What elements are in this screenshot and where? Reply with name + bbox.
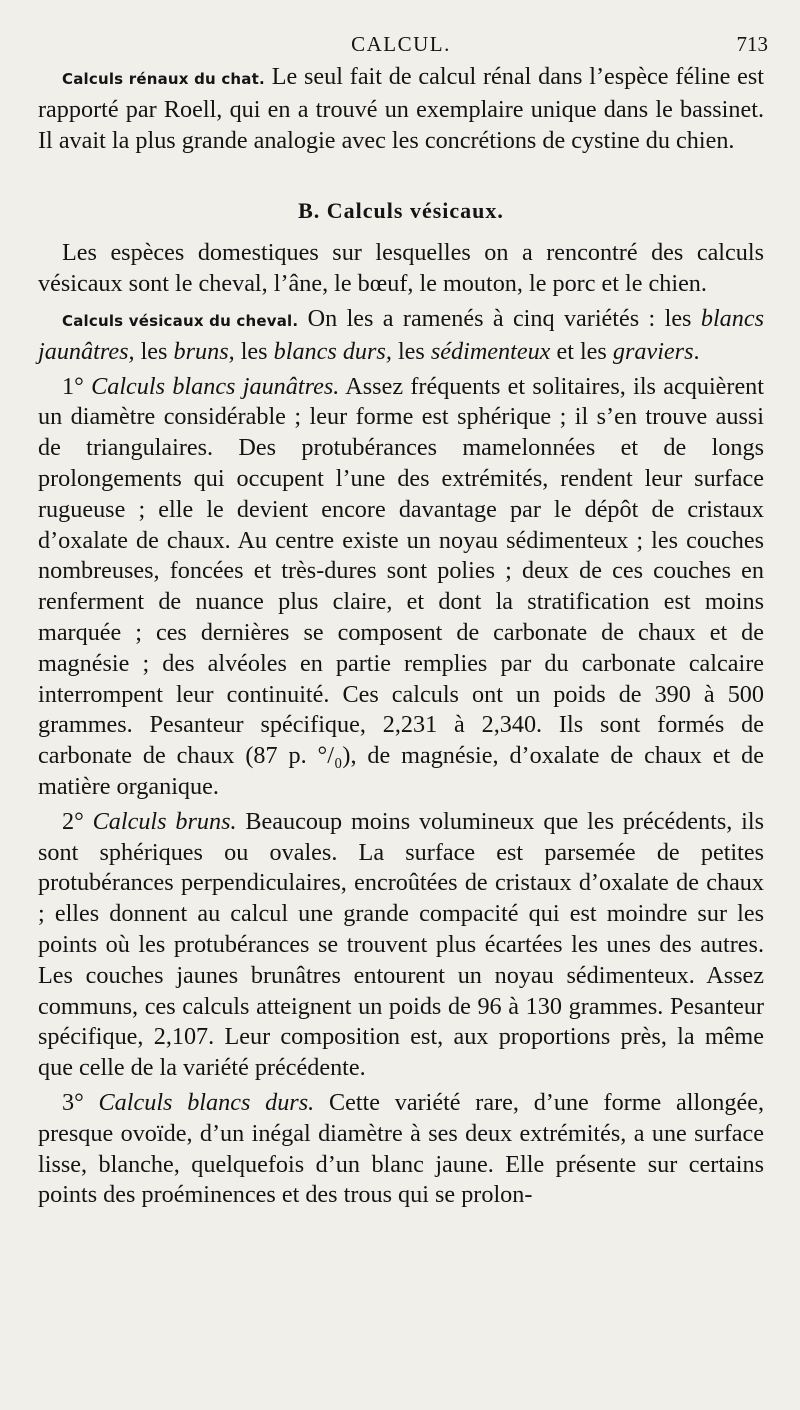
text-span: . (693, 337, 700, 365)
paragraph-variety-1 (38, 372, 764, 803)
runin-heading-chat: Calculs rénaux du chat. (62, 70, 265, 88)
italic-term: blancs jaunâtres, (38, 304, 764, 365)
paragraph-chat (38, 62, 764, 156)
italic-term: graviers (612, 337, 694, 365)
running-head-title: CALCUL. (351, 32, 451, 56)
variety-number: 3° (62, 1088, 84, 1116)
text-span: On les a ramenés à cinq variétés : les (298, 304, 701, 332)
paragraph-chat-text: Le seul fait de calcul rénal dans l’espèce féline est rapporté par Roell, qui en a trouvé un exemplaire unique dans le bassinet. Il avait la plus grande analogie avec les concrétions de cystine du chien. (38, 63, 764, 154)
variety-text: Assez fréquents et solitaires, ils acquièrent un diamètre considérable ; leur forme est sphérique ; il s’en trouve aussi de triangulaires. Des protubérances mamelonnées et de longs prolongements qui occupent l’une des extrémités, rendent leur surface rugueuse ; elle le devient encore davantage par le dépôt de cristaux d’oxalate de chaux. Au centre existe un noyau sédimenteux ; les couches nombreuses, foncées et très-dures sont polies ; deux de ces couches en renferment de nuance plus claire, et dont la stratification est moins marquée ; ces dernières se composent de carbonate de chaux et de magnésie ; des alvéoles en partie remplies par du carbonate calcaire interrompent leur continuité. Ces calculs ont un poids de 390 à 500 grammes. Pesanteur spécifique, 2,231 à 2,340. Ils sont formés de carbonate de chaux (87 p. °/₀), de magnésie, d’oxalate de chaux et de matière organique. (38, 372, 764, 800)
paragraph-variety-2 (38, 807, 764, 1084)
variety-number: 1° (62, 372, 84, 400)
text-span: les (391, 337, 431, 365)
paragraph-intro: Les espèces domestiques sur lesquelles on a rencontré des calculs vésicaux sont le cheval, l’âne, le bœuf, le mouton, le porc et le chien. (38, 239, 764, 298)
section-heading-calculs-vesicaux: B. Calculs vésicaux. (298, 198, 504, 224)
variety-text: Cette variété rare, d’une forme allongée, presque ovoïde, d’un inégal diamètre à ses deux extrémités, a une surface lisse, blanche, quelquefois d’un blanc jaune. Elle présente sur certains points des proéminences et des trous qui se prolon- (38, 1088, 765, 1209)
text-span: les (134, 337, 174, 365)
italic-term: sédimenteux (430, 337, 551, 365)
page-number: 713 (736, 32, 768, 56)
paragraph-variety-3 (38, 1088, 764, 1211)
italic-term: blancs durs, (273, 337, 392, 365)
text-span: et les (550, 337, 613, 365)
italic-term: bruns, (173, 337, 235, 365)
paragraph-cheval (38, 304, 764, 368)
book-page (38, 0, 768, 1211)
variety-title: Calculs blancs durs. (98, 1088, 315, 1116)
runin-heading-cheval: Calculs vésicaux du cheval. (62, 311, 299, 330)
variety-title: Calculs bruns. (92, 807, 237, 835)
variety-title: Calculs blancs jaunâtres. (91, 372, 340, 400)
variety-number: 2° (62, 807, 84, 835)
variety-text: Beaucoup moins volumineux que les précédents, ils sont sphériques ou ovales. La surface est parsemée de petites protubérances perpendiculaires, encroûtées de cristaux d’oxalate de chaux ; elles donnent au calcul une grande compacité qui est moindre sur les points où les protubérances se trouvent plus écartées les unes des autres. Les couches jaunes brunâtres entourent un noyau sédimenteux. Assez communs, ces calculs atteignent un poids de 96 à 130 grammes. Pesanteur spécifique, 2,107. Leur composition est, aux proportions près, la même que celle de la variété précédente. (38, 807, 764, 1082)
running-head (38, 0, 768, 62)
text-span: les (234, 337, 274, 365)
